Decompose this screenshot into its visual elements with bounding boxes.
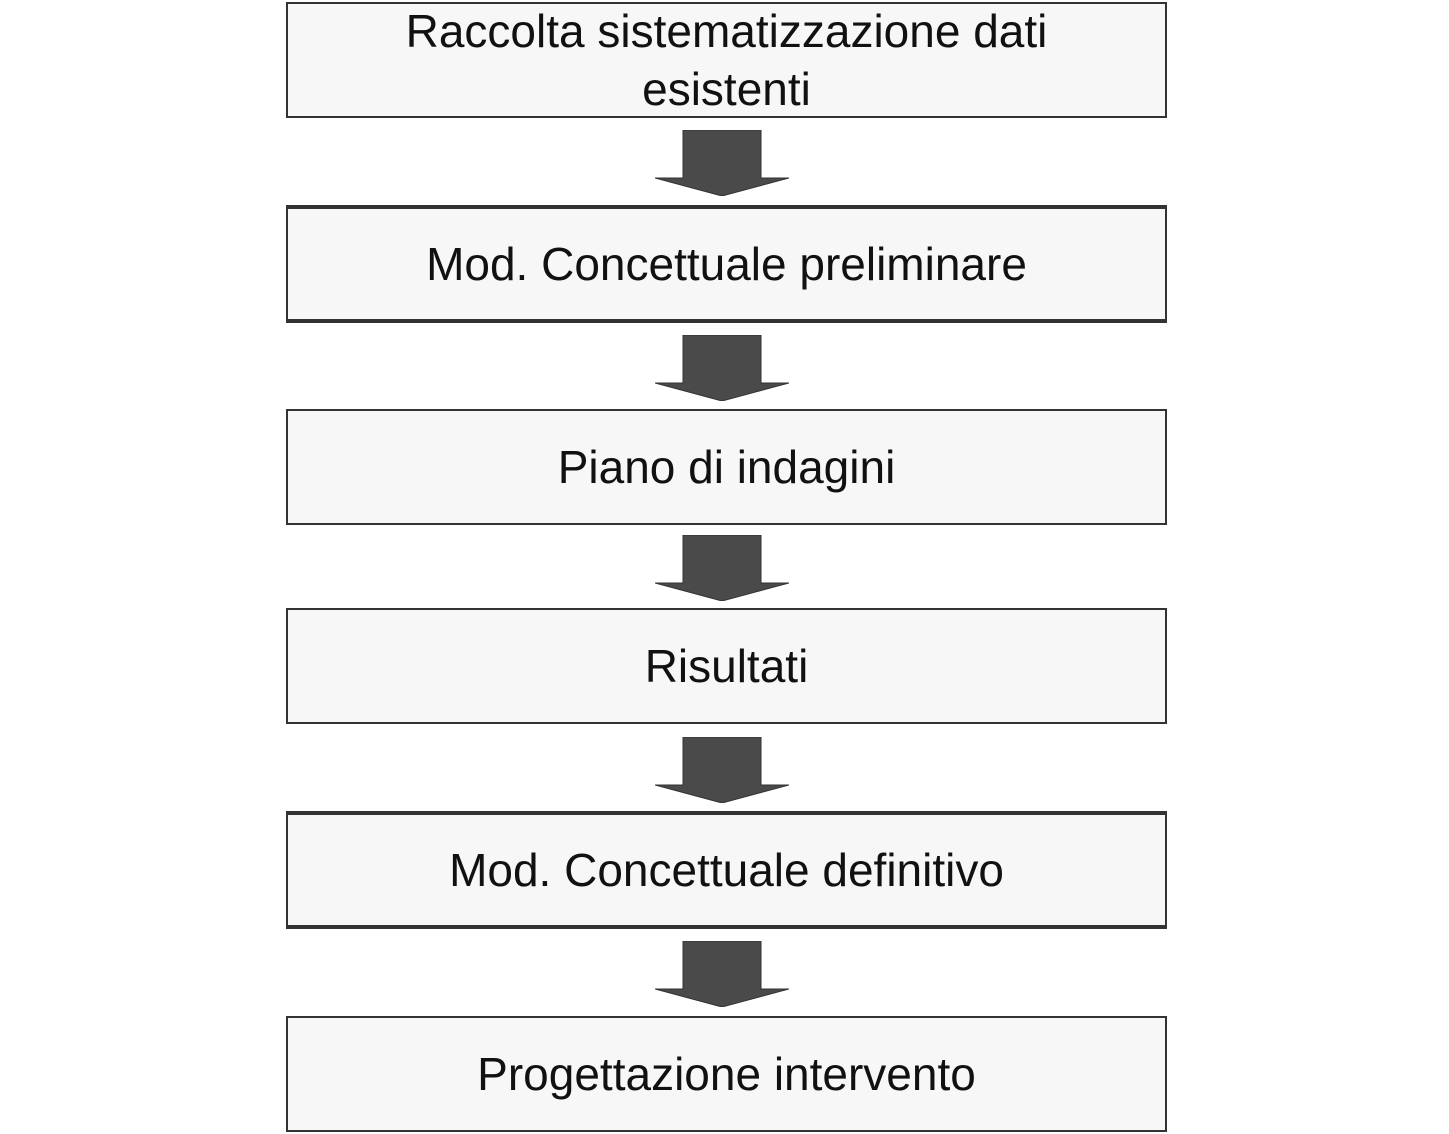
step-mod-concettuale-preliminare [286, 205, 1167, 323]
down-arrow-icon [655, 737, 789, 803]
step-label: Mod. Concettuale preliminare [426, 238, 1027, 290]
down-arrow-icon [655, 335, 789, 401]
step-label: Piano di indagini [557, 441, 896, 493]
step-label: Mod. Concettuale definitivo [449, 844, 1004, 896]
step-piano-indagini [286, 409, 1167, 525]
down-arrow-icon [655, 535, 789, 601]
step-progettazione-intervento [286, 1016, 1167, 1132]
step-risultati [286, 608, 1167, 724]
step-raccolta-dati [286, 2, 1167, 118]
step-label: Risultati [644, 640, 809, 692]
down-arrow-icon [655, 130, 789, 196]
step-mod-concettuale-definitivo [286, 811, 1167, 929]
step-label: Raccolta sistematizzazione dati esistenti [405, 5, 1048, 115]
down-arrow-icon [655, 941, 789, 1007]
step-label: Progettazione intervento [477, 1048, 976, 1100]
